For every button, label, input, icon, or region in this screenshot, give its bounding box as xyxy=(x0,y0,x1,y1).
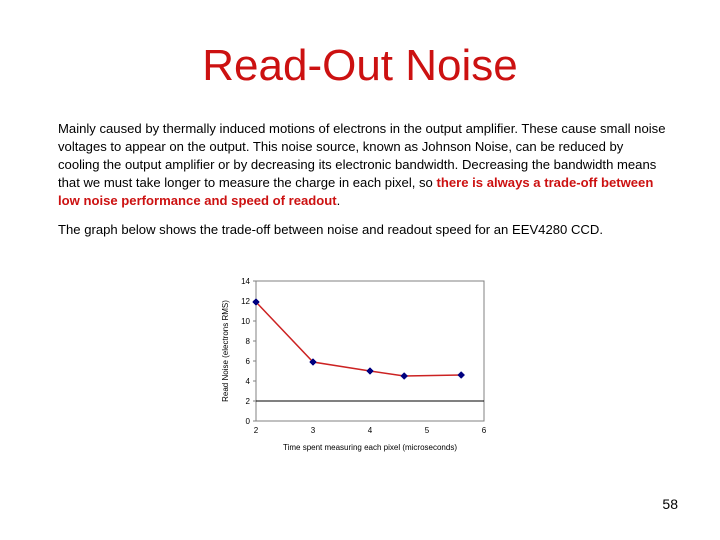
x-tick-label: 6 xyxy=(481,426,487,435)
y-tick-label: 12 xyxy=(241,297,250,306)
y-axis-label: Read Noise (electrons RMS) xyxy=(221,300,230,402)
x-tick-label: 4 xyxy=(367,426,373,435)
y-tick-label: 6 xyxy=(245,357,250,366)
page-number: 58 xyxy=(662,496,678,512)
tradeoff-emphasis: there is always a trade-off between low noise performance and speed of readout xyxy=(58,175,654,208)
y-tick-label: 2 xyxy=(245,397,250,406)
graph-intro-paragraph: The graph below shows the trade-off between noise and readout speed for an EEV4280 CCD. xyxy=(58,222,603,237)
y-tick-label: 4 xyxy=(245,377,250,386)
y-tick-label: 10 xyxy=(241,317,250,326)
intro-text: Mainly caused by thermally induced motions of electrons in the output amplifier. These cause small noise voltages to appear on the output. This noise source, known as Johnson Noise, can be reduced by cooling the output amplifier or by decreasing its electronic bandwidth. Decreasing the bandwidth means that we must take longer to measure the charge in each pixel, so xyxy=(58,121,666,190)
y-tick-label: 0 xyxy=(245,417,250,426)
noise-vs-time-chart xyxy=(216,270,506,460)
intro-text-end: . xyxy=(336,193,341,208)
x-tick-label: 2 xyxy=(253,426,259,435)
plot-area xyxy=(256,281,484,421)
x-axis-label: Time spent measuring each pixel (microseconds) xyxy=(283,443,457,452)
x-tick-label: 3 xyxy=(310,426,316,435)
y-tick-label: 14 xyxy=(241,277,250,286)
slide-title: Read-Out Noise xyxy=(202,41,518,90)
y-tick-label: 8 xyxy=(245,337,250,346)
intro-paragraph xyxy=(58,120,668,210)
x-tick-label: 5 xyxy=(424,426,430,435)
